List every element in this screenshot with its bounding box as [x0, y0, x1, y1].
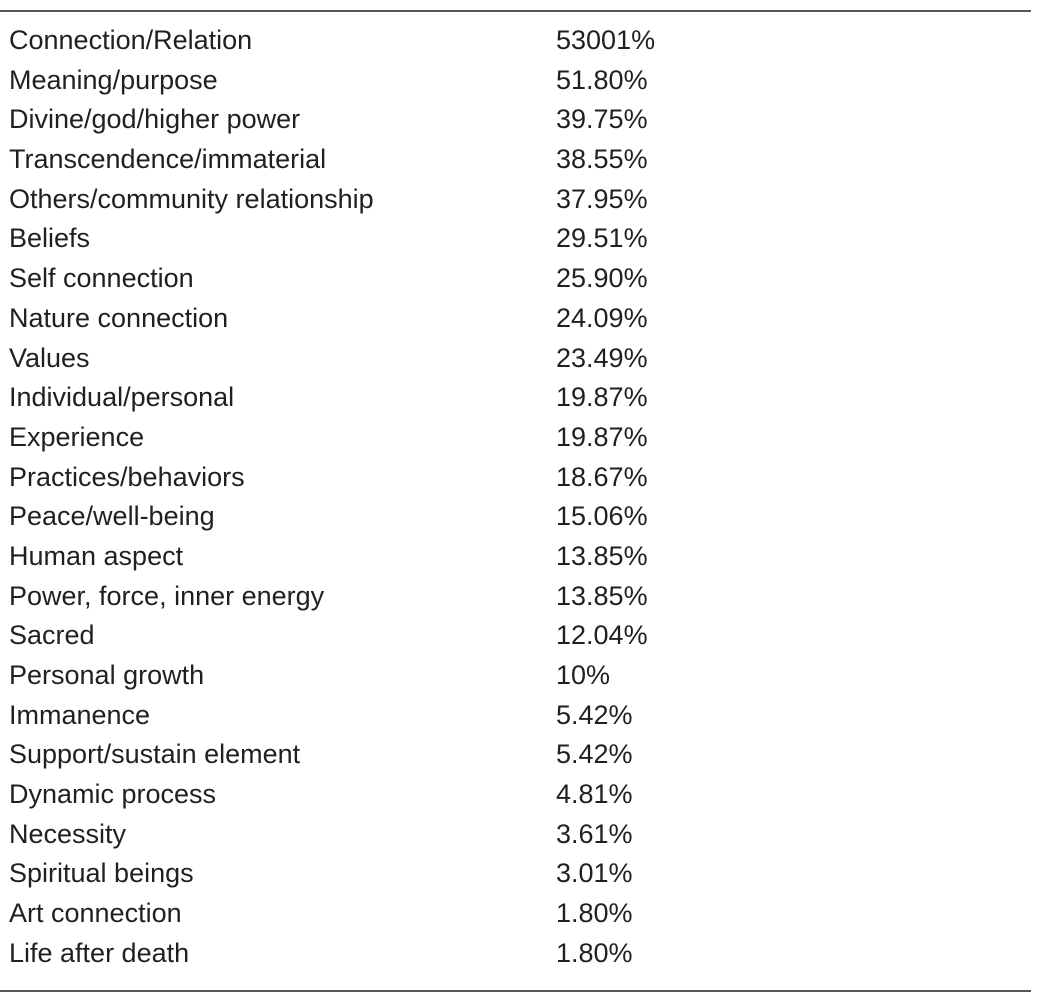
row-value: 13.85%: [556, 580, 648, 611]
row-label: Art connection: [9, 898, 182, 929]
table-bottom-rule: [0, 990, 1031, 992]
row-label: Beliefs: [9, 223, 91, 254]
row-label: Immanence: [9, 699, 151, 730]
row-value: 23.49%: [556, 342, 648, 373]
table-row: [0, 854, 1031, 894]
row-label: Values: [9, 342, 90, 373]
row-label: Power, force, inner energy: [9, 580, 325, 611]
table-body: [0, 21, 1031, 974]
row-label: Human aspect: [9, 540, 184, 571]
row-value: 29.51%: [556, 223, 648, 254]
table-row: [0, 656, 1031, 696]
table-row: [0, 616, 1031, 656]
table-row: [0, 61, 1031, 101]
row-label: Practices/behaviors: [9, 461, 245, 492]
table-row: [0, 696, 1031, 736]
row-value: 13.85%: [556, 540, 648, 571]
table-row: [0, 775, 1031, 815]
table-top-rule: [0, 10, 1031, 12]
row-value: 1.80%: [556, 937, 633, 968]
row-value: 25.90%: [556, 263, 648, 294]
row-value: 24.09%: [556, 302, 648, 333]
row-label: Necessity: [9, 818, 127, 849]
row-value: 4.81%: [556, 779, 633, 810]
row-label: Divine/god/higher power: [9, 104, 301, 135]
row-value: 15.06%: [556, 501, 648, 532]
table-row: [0, 339, 1031, 379]
row-label: Connection/Relation: [9, 25, 253, 55]
row-label: Self connection: [9, 263, 194, 294]
row-value: 3.01%: [556, 858, 633, 889]
row-value: 1.80%: [556, 898, 633, 929]
row-label: Personal growth: [9, 660, 205, 690]
table-row: [0, 299, 1031, 339]
row-label: Peace/well-being: [9, 501, 215, 532]
row-label: Experience: [9, 421, 145, 452]
table-row: [0, 815, 1031, 855]
row-label: Transcendence/immaterial: [9, 144, 327, 175]
row-label: Spiritual beings: [9, 858, 194, 889]
row-label: Meaning/purpose: [9, 64, 218, 95]
row-value: 3.61%: [556, 818, 633, 849]
row-value: 38.55%: [556, 144, 648, 175]
table-row: [0, 140, 1031, 180]
table-row: [0, 219, 1031, 259]
row-label: Nature connection: [9, 302, 229, 333]
table-row: [0, 537, 1031, 577]
table-row: [0, 577, 1031, 617]
table-row: [0, 378, 1031, 418]
table-row: [0, 259, 1031, 299]
row-value: 5.42%: [556, 699, 633, 730]
row-value: 5.42%: [556, 739, 633, 770]
row-value: 19.87%: [556, 421, 648, 452]
row-value: 18.67%: [556, 461, 648, 492]
row-value: 12.04%: [556, 620, 648, 651]
row-label: Individual/personal: [9, 382, 235, 413]
table-row: [0, 180, 1031, 220]
row-label: Others/community relationship: [9, 183, 374, 214]
row-value: 10%: [556, 660, 611, 690]
row-value: 51.80%: [556, 64, 648, 95]
table-row: [0, 894, 1031, 934]
table-row: [0, 735, 1031, 775]
table-row: [0, 418, 1031, 458]
row-value: 19.87%: [556, 382, 648, 413]
row-value: 53001%: [556, 25, 656, 55]
row-value: 37.95%: [556, 183, 648, 214]
table-row: [0, 458, 1031, 498]
row-value: 39.75%: [556, 104, 648, 135]
row-label: Sacred: [9, 620, 95, 651]
row-label: Life after death: [9, 937, 190, 968]
table-row: [0, 934, 1031, 974]
table-row: [0, 497, 1031, 537]
table-row: [0, 21, 1031, 61]
table-row: [0, 100, 1031, 140]
row-label: Dynamic process: [9, 779, 217, 810]
row-label: Support/sustain element: [9, 739, 301, 770]
